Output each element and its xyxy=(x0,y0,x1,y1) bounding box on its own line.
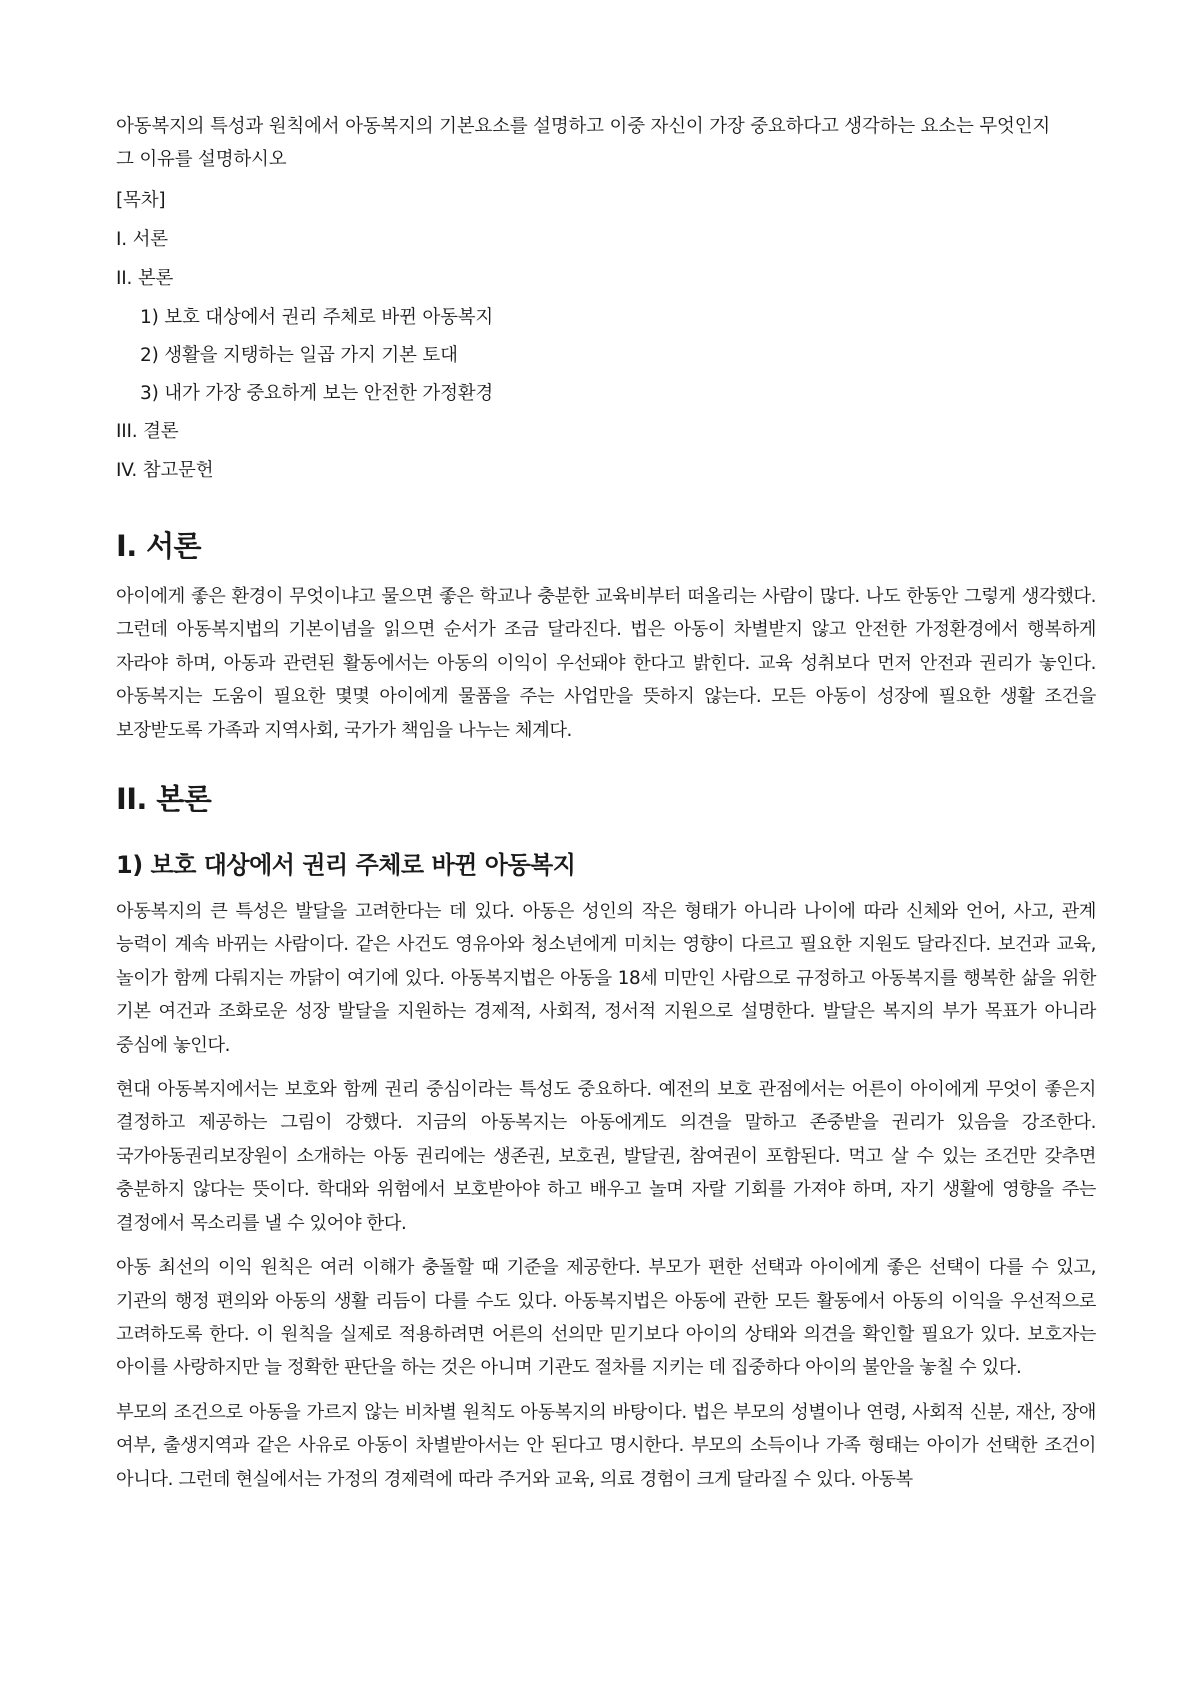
intro-paragraph: 아이에게 좋은 환경이 무엇이냐고 물으면 좋은 학교나 충분한 교육비부터 떠올리는 사람이 많다. 나도 한동안 그렇게 생각했다. 그런데 아동복지법의 기본이념을 읽으면 순서가 조금 달라진다. 법은 아동이 차별받지 않고 안전한 가정환경에서 행복하게 자라야 하며, 아동과 관련된 활동에서는 아동의 이익이 우선돼야 한다고 밝힌다. 교육 성취보다 먼저 안전과 권리가 놓인다. 아동복지는 도움이 필요한 몇몇 아이에게 물품을 주는 사업만을 뜻하지 않는다. 모든 아동이 성장에 필요한 생활 조건을 보장받도록 가족과 지역사회, 국가가 책임을 나누는 체계다. xyxy=(116,586,1096,741)
toc-heading: [목차] xyxy=(116,190,166,211)
body-paragraph: 현대 아동복지에서는 보호와 함께 권리 중심이라는 특성도 중요하다. 예전의 보호 관점에서는 어른이 아이에게 무엇이 좋은지 결정하고 제공하는 그림이 강했다. 지금의 아동복지는 아동에게도 의견을 말하고 존중받을 권리가 있음을 강조한다. 국가아동권리보장원이 소개하는 아동 권리에는 생존권, 보호권, 발달권, 참여권이 포함된다. 먹고 살 수 있는 조건만 갖추면 충분하지 않다는 뜻이다. 학대와 위험에서 보호받아야 하고 배우고 놀며 자랄 기회를 가져야 하며, 자기 생활에 영향을 주는 결정에서 목소리를 낼 수 있어야 한다. xyxy=(116,1079,1096,1234)
subsection-heading-1: 1) 보호 대상에서 권리 주체로 바뀐 아동복지 xyxy=(116,851,576,880)
toc-item-body: II. 본론 xyxy=(116,268,174,289)
toc-item-intro: I. 서론 xyxy=(116,229,168,250)
body-paragraph: 아동 최선의 이익 원칙은 여러 이해가 충돌할 때 기준을 제공한다. 부모가 편한 선택과 아이에게 좋은 선택이 다를 수 있고, 기관의 행정 편의와 아동의 생활 리듬이 다를 수도 있다. 아동복지법은 아동에 관한 모든 활동에서 아동의 이익을 우선적으로 고려하도록 한다. 이 원칙을 실제로 적용하려면 어른의 선의만 믿기보다 아이의 상태와 의견을 확인할 필요가 있다. 보호자는 아이를 사랑하지만 늘 정확한 판단을 하는 것은 아니며 기관도 절차를 지키는 데 집중하다 아이의 불안을 놓칠 수 있다. xyxy=(116,1257,1096,1379)
section-heading-intro: I. 서론 xyxy=(116,529,201,563)
toc-item-conclusion: III. 결론 xyxy=(116,421,179,442)
toc-item-body-1: 1) 보호 대상에서 권리 주체로 바뀐 아동복지 xyxy=(140,307,494,328)
body-paragraph: 아동복지의 큰 특성은 발달을 고려한다는 데 있다. 아동은 성인의 작은 형태가 아니라 나이에 따라 신체와 언어, 사고, 관계 능력이 계속 바뀌는 사람이다. 같은 사건도 영유아와 청소년에게 미치는 영향이 다르고 필요한 지원도 달라진다. 보건과 교육, 놀이가 함께 다뤄지는 까닭이 여기에 있다. 아동복지법은 아동을 18세 미만인 사람으로 규정하고 아동복지를 행복한 삶을 위한 기본 여건과 조화로운 성장 발달을 지원하는 경제적, 사회적, 정서적 지원으로 설명한다. 발달은 복지의 부가 목표가 아니라 중심에 놓인다. xyxy=(116,901,1096,1056)
toc-item-body-3: 3) 내가 가장 중요하게 보는 안전한 가정환경 xyxy=(140,383,494,404)
document-page xyxy=(116,110,1096,1507)
body-paragraph: 부모의 조건으로 아동을 가르지 않는 비차별 원칙도 아동복지의 바탕이다. 법은 부모의 성별이나 연령, 사회적 신분, 재산, 장애 여부, 출생지역과 같은 사유로 아동이 차별받아서는 안 된다고 명시한다. 부모의 소득이나 가족 형태는 아이가 선택한 조건이 아니다. 그런데 현실에서는 가정의 경제력에 따라 주거와 교육, 의료 경험이 크게 달라질 수 있다. 아동복 xyxy=(116,1401,1096,1490)
toc-item-body-2: 2) 생활을 지탱하는 일곱 가지 기본 토대 xyxy=(140,345,458,366)
table-of-contents xyxy=(116,186,1096,486)
assignment-question: 아동복지의 특성과 원칙에서 아동복지의 기본요소를 설명하고 이중 자신이 가장 중요하다고 생각하는 요소는 무엇인지 그 이유를 설명하시오 xyxy=(116,116,1051,170)
toc-item-references: IV. 참고문헌 xyxy=(116,460,214,481)
section-heading-body: II. 본론 xyxy=(116,782,212,817)
